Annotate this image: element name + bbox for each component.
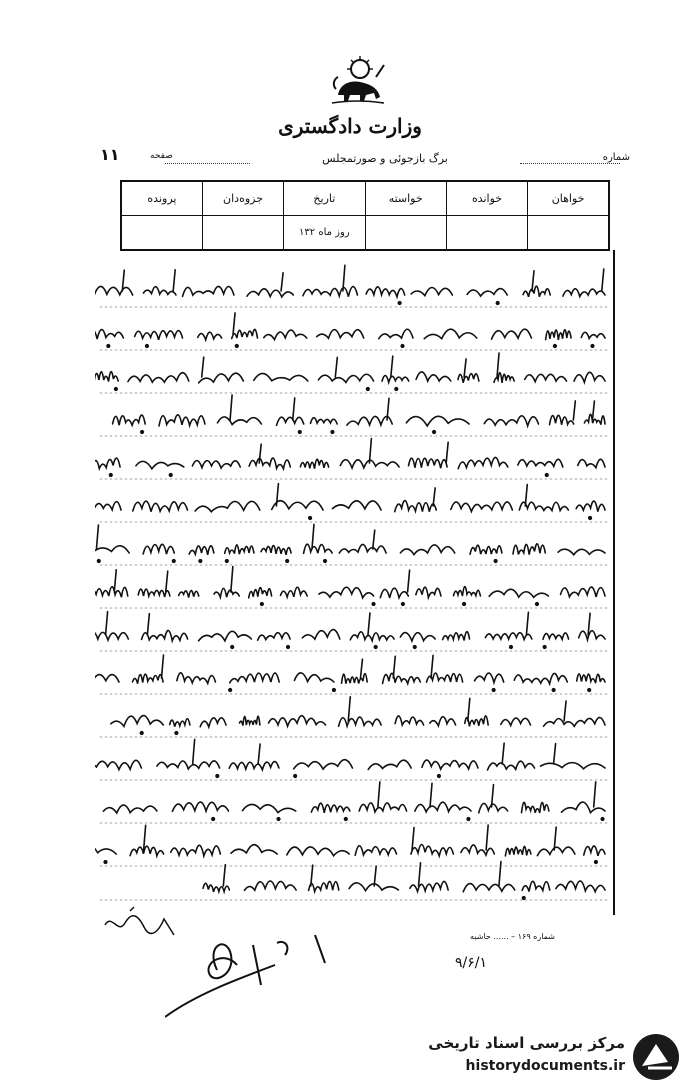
- history-documents-logo-icon: [628, 1032, 684, 1082]
- page-label: صفحه: [150, 151, 173, 161]
- handwritten-text-block: [95, 255, 615, 915]
- column-case-file: پرونده: [121, 181, 202, 216]
- stamp-date: ۹/۶/۱: [455, 955, 487, 971]
- page-dotted-line: [165, 163, 250, 164]
- cell-plaintiff: [528, 216, 609, 251]
- column-defendant: خوانده: [446, 181, 527, 216]
- column-date: تاریخ: [284, 181, 365, 216]
- table-value-row: [121, 216, 609, 251]
- ministry-title: وزارت دادگستری: [278, 114, 422, 138]
- case-header-table: [120, 180, 610, 251]
- column-plaintiff: خواهان: [528, 181, 609, 216]
- page-number: ۱۱: [100, 145, 120, 164]
- number-label: شماره: [602, 152, 630, 163]
- watermark-url: historydocuments.ir: [465, 1058, 625, 1074]
- watermark-name: مرکز بررسی اسناد تاریخی: [428, 1034, 625, 1052]
- cell-date: روز ماه ۱۳۲: [284, 216, 365, 251]
- column-folder: جزوه‌دان: [202, 181, 283, 216]
- form-subject-title: برگ بازجوئی و صورتمجلس: [322, 152, 448, 165]
- table-header-row: [121, 181, 609, 216]
- signature-drawing: [165, 925, 335, 1020]
- stamp-text: شماره ۱۶۹ – ...... حاشیه: [470, 932, 555, 941]
- cell-defendant: [446, 216, 527, 251]
- cell-case-file: [121, 216, 202, 251]
- column-claim: خواسته: [365, 181, 446, 216]
- lion-and-sun-emblem-icon: [330, 55, 386, 107]
- number-dotted-line: [520, 163, 620, 164]
- cell-claim: [365, 216, 446, 251]
- cell-folder: [202, 216, 283, 251]
